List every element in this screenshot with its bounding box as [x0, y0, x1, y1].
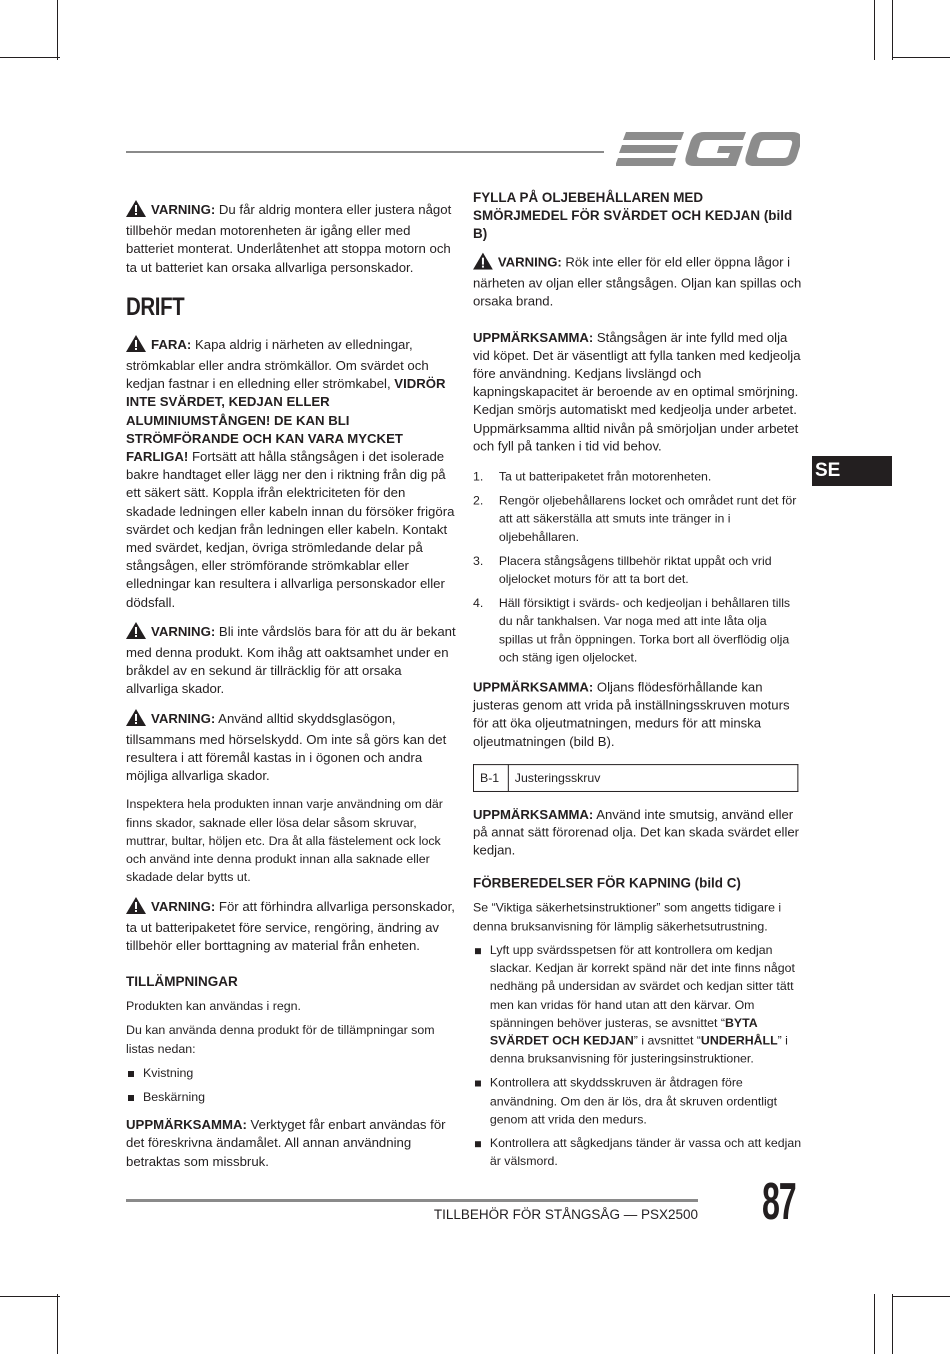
- notice-paragraph: UPPMÄRKSAMMA: Stångsågen är inte fylld med olja vid köpet. Det är väsentligt att fylla tanken med kedjeolja före användning. Kedjans livslängd och kapningskapacitet är beroende av en optimal smörjning. Kedjan smörjs automatiskt med kedjeolja under arbetet. Uppmärksamma alltid nivån på smörjoljan under arbetet och fyll på tanken i tid vid behov.: [473, 329, 801, 454]
- list-item: Beskärning: [126, 1088, 456, 1106]
- crop-mark: [57, 1294, 58, 1354]
- list-item: Kvistning: [126, 1064, 456, 1082]
- crop-mark: [57, 0, 58, 60]
- list-item: 4. Häll försiktigt i svärds- och kedjeoljan i behållaren tills du når tankhalsen. Var noga med att inte låta olja spillas ut från öppningen. Torka bort all överflödig olja och stäng igen oljelocket.: [473, 596, 791, 665]
- section-heading-prep: FÖRBEREDELSER FÖR KAPNING (bild C): [473, 876, 741, 891]
- crop-mark: [874, 0, 875, 60]
- ego-logo: [616, 130, 800, 175]
- list-item: Lyft upp svärdsspetsen för att kontrollera om kedjan slackar. Kedjan är korrekt spänd när det inte finns något nedhäng på undersidan av svärdet och kedjan sitter tätt men kan vridas för hand utan att den kärvar. Om spänningen behöver justeras, se avsnittet “BYTA SVÄRDET OCH KEDJAN” i avsnittet “UNDERHÅLL” i denna bruksanvisning för justeringsinstruktioner.: [473, 941, 801, 1068]
- list-item: Kontrollera att skyddsskruven är åtdragen före användning. Om den är lös, dra åt skruven ordentligt genom att vrida den medurs.: [473, 1074, 801, 1128]
- notice-paragraph: UPPMÄRKSAMMA: Oljans flödesförhållande kan justeras genom att vrida på inställningsskruven moturs för att öka oljeutmatningen, medurs för att minska oljeutmatningen (bild B).: [473, 679, 790, 749]
- applications-list: [126, 1064, 456, 1106]
- table-cell-value: Justeringsskruv: [508, 764, 798, 791]
- warning-triangle-icon: [126, 335, 146, 357]
- crop-mark: [892, 1296, 950, 1297]
- notice-paragraph: UPPMÄRKSAMMA: Verktyget får enbart användas för det föreskrivna ändamålet. All annan användning betraktas som missbruk.: [126, 1117, 446, 1169]
- warning-triangle-icon: [126, 709, 146, 731]
- crop-mark: [892, 57, 950, 58]
- list-item: 3. Placera stångsågens tillbehör riktat uppåt och vrid oljelocket moturs för att ta bort det.: [473, 554, 772, 587]
- section-heading-applications: TILLÄMPNINGAR: [126, 974, 238, 990]
- warning-paragraph: VARNING: För att förhindra allvarliga personskador, ta ut batteripaketet före service, rengöring, ändring av tillbehör eller borttagning av material från enheten.: [126, 898, 455, 953]
- oil-fill-steps: [473, 468, 801, 667]
- warning-paragraph: VARNING: Rök inte eller för eld eller öppna lågor i närheten av oljan eller stångsågen. Oljan kan spillas och orsaka brand.: [473, 254, 802, 309]
- table-cell-key: B-1: [473, 764, 508, 791]
- applications-text: Du kan använda denna produkt för de tillämpningar som listas nedan:: [126, 1023, 435, 1056]
- footer-rule: [126, 1199, 698, 1202]
- list-item: Kontrollera att sågkedjans tänder är vassa och att kedjan är välsmord.: [473, 1134, 801, 1170]
- crop-mark: [892, 0, 893, 60]
- list-item: 1. Ta ut batteripaketet från motorenheten.: [473, 469, 712, 484]
- warning-paragraph: VARNING: Använd alltid skyddsglasögon, tillsammans med hörselskydd. Om inte så görs kan det resultera i att föremål kastas in i ögonen och andra möjliga allvarliga skador.: [126, 710, 447, 784]
- parts-table: [473, 764, 798, 792]
- crop-mark: [0, 1296, 60, 1297]
- section-heading-drift: DRIFT: [126, 292, 185, 321]
- warning-paragraph: VARNING: Du får aldrig montera eller justera något tillbehör medan motorenheten är igång eller med batteriet monterat. Underlåtenhet att stoppa motorn och ta ut batteriet kan orsaka allvarliga personskador.: [126, 202, 452, 275]
- section-heading-oil: FYLLA PÅ OLJEBEHÅLLAREN MED SMÖRJMEDEL FÖR SVÄRDET OCH KEDJAN (bild B): [473, 189, 793, 241]
- notice-paragraph: UPPMÄRKSAMMA: Använd inte smutsig, använd eller på annat sätt förorenad olja. Det kan skada svärdet eller kedjan.: [473, 806, 800, 858]
- danger-paragraph: FARA: Kapa aldrig i närheten av elledningar, strömkablar eller andra strömkällor. Om svärdet och kedjan fastnar i en elledning eller strömkabel, VIDRÖR INTE SVÄRDET, KEDJAN ELLER ALUMINIUMSTÅNGEN! DE KAN BLI STRÖMFÖRANDE OCH KAN VARA MYCKET FARLIGA! Fortsätt att hålla stångsågen i det isolerade bakre handtaget eller lägg ner den i riktning från dig på ett säkert sätt. Koppla ifrån elektriciteten för den skadade ledningen eller kabeln innan du försöker frigöra svärdet och kedjan från ledningen eller kabeln. Kontakt med svärdet, kedjan, övriga strömledande delar på stångsågen, eller strömförande strömkablar eller elledningar kan resultera i allvarliga personskador eller dödsfall.: [126, 336, 455, 610]
- warning-triangle-icon: [473, 253, 493, 275]
- left-column: [126, 200, 456, 1171]
- list-item: 2. Rengör oljebehållarens locket och området runt det för att att säkerställa att smuts inte tränger in i oljebehållaren.: [473, 493, 797, 544]
- footer-title: TILLBEHÖR FÖR STÅNGSÅG — PSX2500: [433, 1207, 698, 1222]
- prep-list: [473, 941, 801, 1170]
- warning-triangle-icon: [126, 200, 146, 222]
- crop-mark: [0, 57, 60, 58]
- applications-text: Produkten kan användas i regn.: [126, 999, 301, 1014]
- right-column: [473, 189, 801, 1170]
- language-tab: SE: [812, 456, 892, 486]
- warning-triangle-icon: [126, 622, 146, 644]
- prep-text: Se “Viktiga säkerhetsinstruktioner” som angetts tidigare i denna bruksanvisning för lämplig säkerhetsutrustning.: [473, 900, 782, 933]
- warning-paragraph: VARNING: Bli inte vårdslös bara för att du är bekant med denna produkt. Kom ihåg att oaktsamhet under en bråkdel av en sekund är tillräcklig för att orsaka allvarliga skador.: [126, 623, 456, 697]
- table-row: [473, 764, 797, 791]
- warning-triangle-icon: [126, 897, 146, 919]
- crop-mark: [874, 1294, 875, 1354]
- inspection-paragraph: Inspektera hela produkten innan varje användning om där finns skador, saknade eller lösa delar såsom skruvar, muttrar, bultar, höljen etc. Dra åt alla fästelement ock lock och använd inte denna produkt innan alla saknade eller skadade delar bytts ut.: [126, 797, 443, 885]
- header-rule: [126, 151, 604, 153]
- page-number: 87: [762, 1173, 796, 1231]
- crop-mark: [892, 1294, 893, 1354]
